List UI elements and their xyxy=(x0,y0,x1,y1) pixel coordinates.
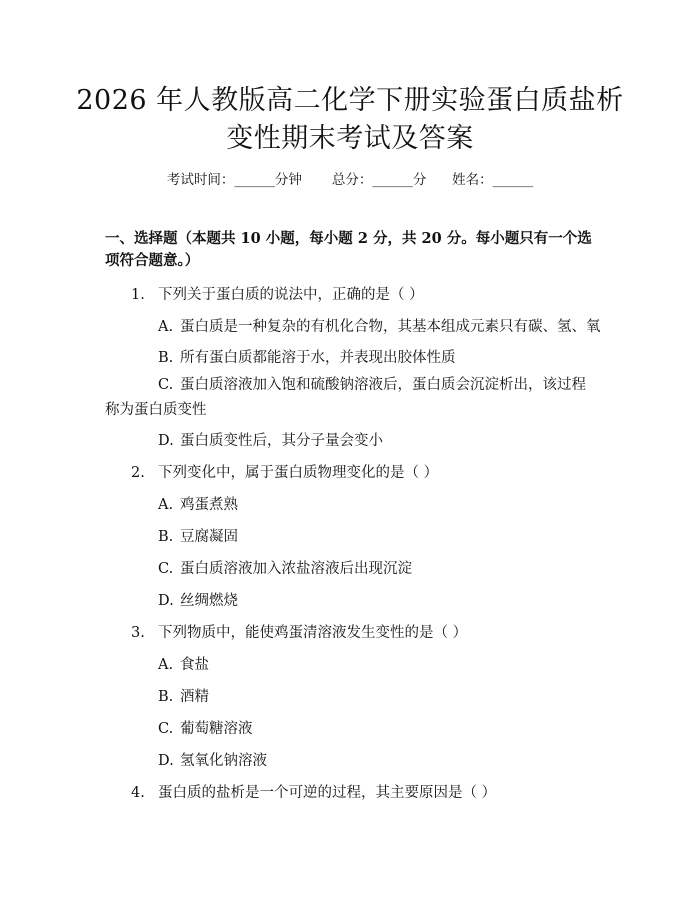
question-3-option-d xyxy=(158,749,267,770)
option-key: B. xyxy=(158,689,174,705)
question-2-option-a xyxy=(158,493,238,514)
option-key: D. xyxy=(158,433,174,449)
section-heading: 一、选择题（本题共 10 小题，每小题 2 分，共 20 分。每小题只有一个选项符合题意。） xyxy=(105,230,592,269)
option-text: 鸡蛋煮熟 xyxy=(180,497,238,513)
score-unit: 分 xyxy=(412,172,427,188)
option-text: 丝绸燃烧 xyxy=(180,593,238,609)
time-blank: ______ xyxy=(234,172,275,188)
option-text: 豆腐凝固 xyxy=(180,529,238,545)
option-text: 所有蛋白质都能溶于水，并表现出胶体性质 xyxy=(180,350,456,366)
option-key: A. xyxy=(158,319,174,335)
option-text: 食盐 xyxy=(180,657,209,673)
question-4 xyxy=(131,781,496,802)
question-text: 下列物质中，能使鸡蛋清溶液发生变性的是（ ） xyxy=(158,625,468,641)
question-text: 蛋白质的盐析是一个可逆的过程，其主要原因是（ ） xyxy=(158,785,497,801)
question-3-option-a xyxy=(158,653,209,674)
question-2-option-c xyxy=(158,557,412,578)
name-blank: ______ xyxy=(492,172,534,188)
option-key: A. xyxy=(158,657,174,673)
option-key: C. xyxy=(158,377,174,393)
name-label: 姓名： xyxy=(452,172,493,188)
question-2-option-b xyxy=(158,525,238,546)
option-text: 蛋白质溶液加入饱和硫酸钠溶液后，蛋白质会沉淀析出，该过程称为蛋白质变性 xyxy=(105,377,586,418)
option-text: 酒精 xyxy=(180,689,209,705)
option-key: C. xyxy=(158,561,174,577)
option-text: 蛋白质溶液加入浓盐溶液后出现沉淀 xyxy=(180,561,412,577)
document-title-line-2: 变性期末考试及答案 xyxy=(226,123,474,154)
option-key: D. xyxy=(158,593,174,609)
question-2-option-d xyxy=(158,589,238,610)
question-text: 下列关于蛋白质的说法中，正确的是（ ） xyxy=(158,287,424,303)
question-number: 4. xyxy=(131,785,145,801)
option-text: 蛋白质变性后，其分子量会变小 xyxy=(180,433,383,449)
question-1-option-c xyxy=(105,373,600,423)
question-3-option-c xyxy=(158,717,253,738)
question-number: 2. xyxy=(131,465,145,481)
question-1-option-d xyxy=(158,429,383,450)
question-1-option-b xyxy=(158,346,456,367)
question-3-option-b xyxy=(158,685,209,706)
question-1 xyxy=(131,283,424,304)
option-key: D. xyxy=(158,753,174,769)
question-3 xyxy=(131,621,467,642)
option-text: 氢氧化钠溶液 xyxy=(180,753,267,769)
option-key: C. xyxy=(158,721,174,737)
option-text: 蛋白质是一种复杂的有机化合物，其基本组成元素只有碳、氢、氧 xyxy=(180,319,601,335)
option-text: 葡萄糖溶液 xyxy=(180,721,253,737)
question-number: 1. xyxy=(131,287,145,303)
question-2 xyxy=(131,461,438,482)
question-text: 下列变化中，属于蛋白质物理变化的是（ ） xyxy=(158,465,439,481)
document-title-line-1: 2026 年人教版高二化学下册实验蛋白质盐析 xyxy=(76,85,624,116)
question-number: 3. xyxy=(131,625,145,641)
option-key: A. xyxy=(158,497,174,513)
option-key: B. xyxy=(158,529,174,545)
time-label: 考试时间： xyxy=(166,172,235,188)
score-label: 总分： xyxy=(331,172,373,188)
question-1-option-a xyxy=(158,315,601,336)
exam-info-line xyxy=(0,168,700,188)
time-unit: 分钟 xyxy=(274,172,302,188)
option-key: B. xyxy=(158,350,174,366)
score-blank: ______ xyxy=(372,172,413,188)
